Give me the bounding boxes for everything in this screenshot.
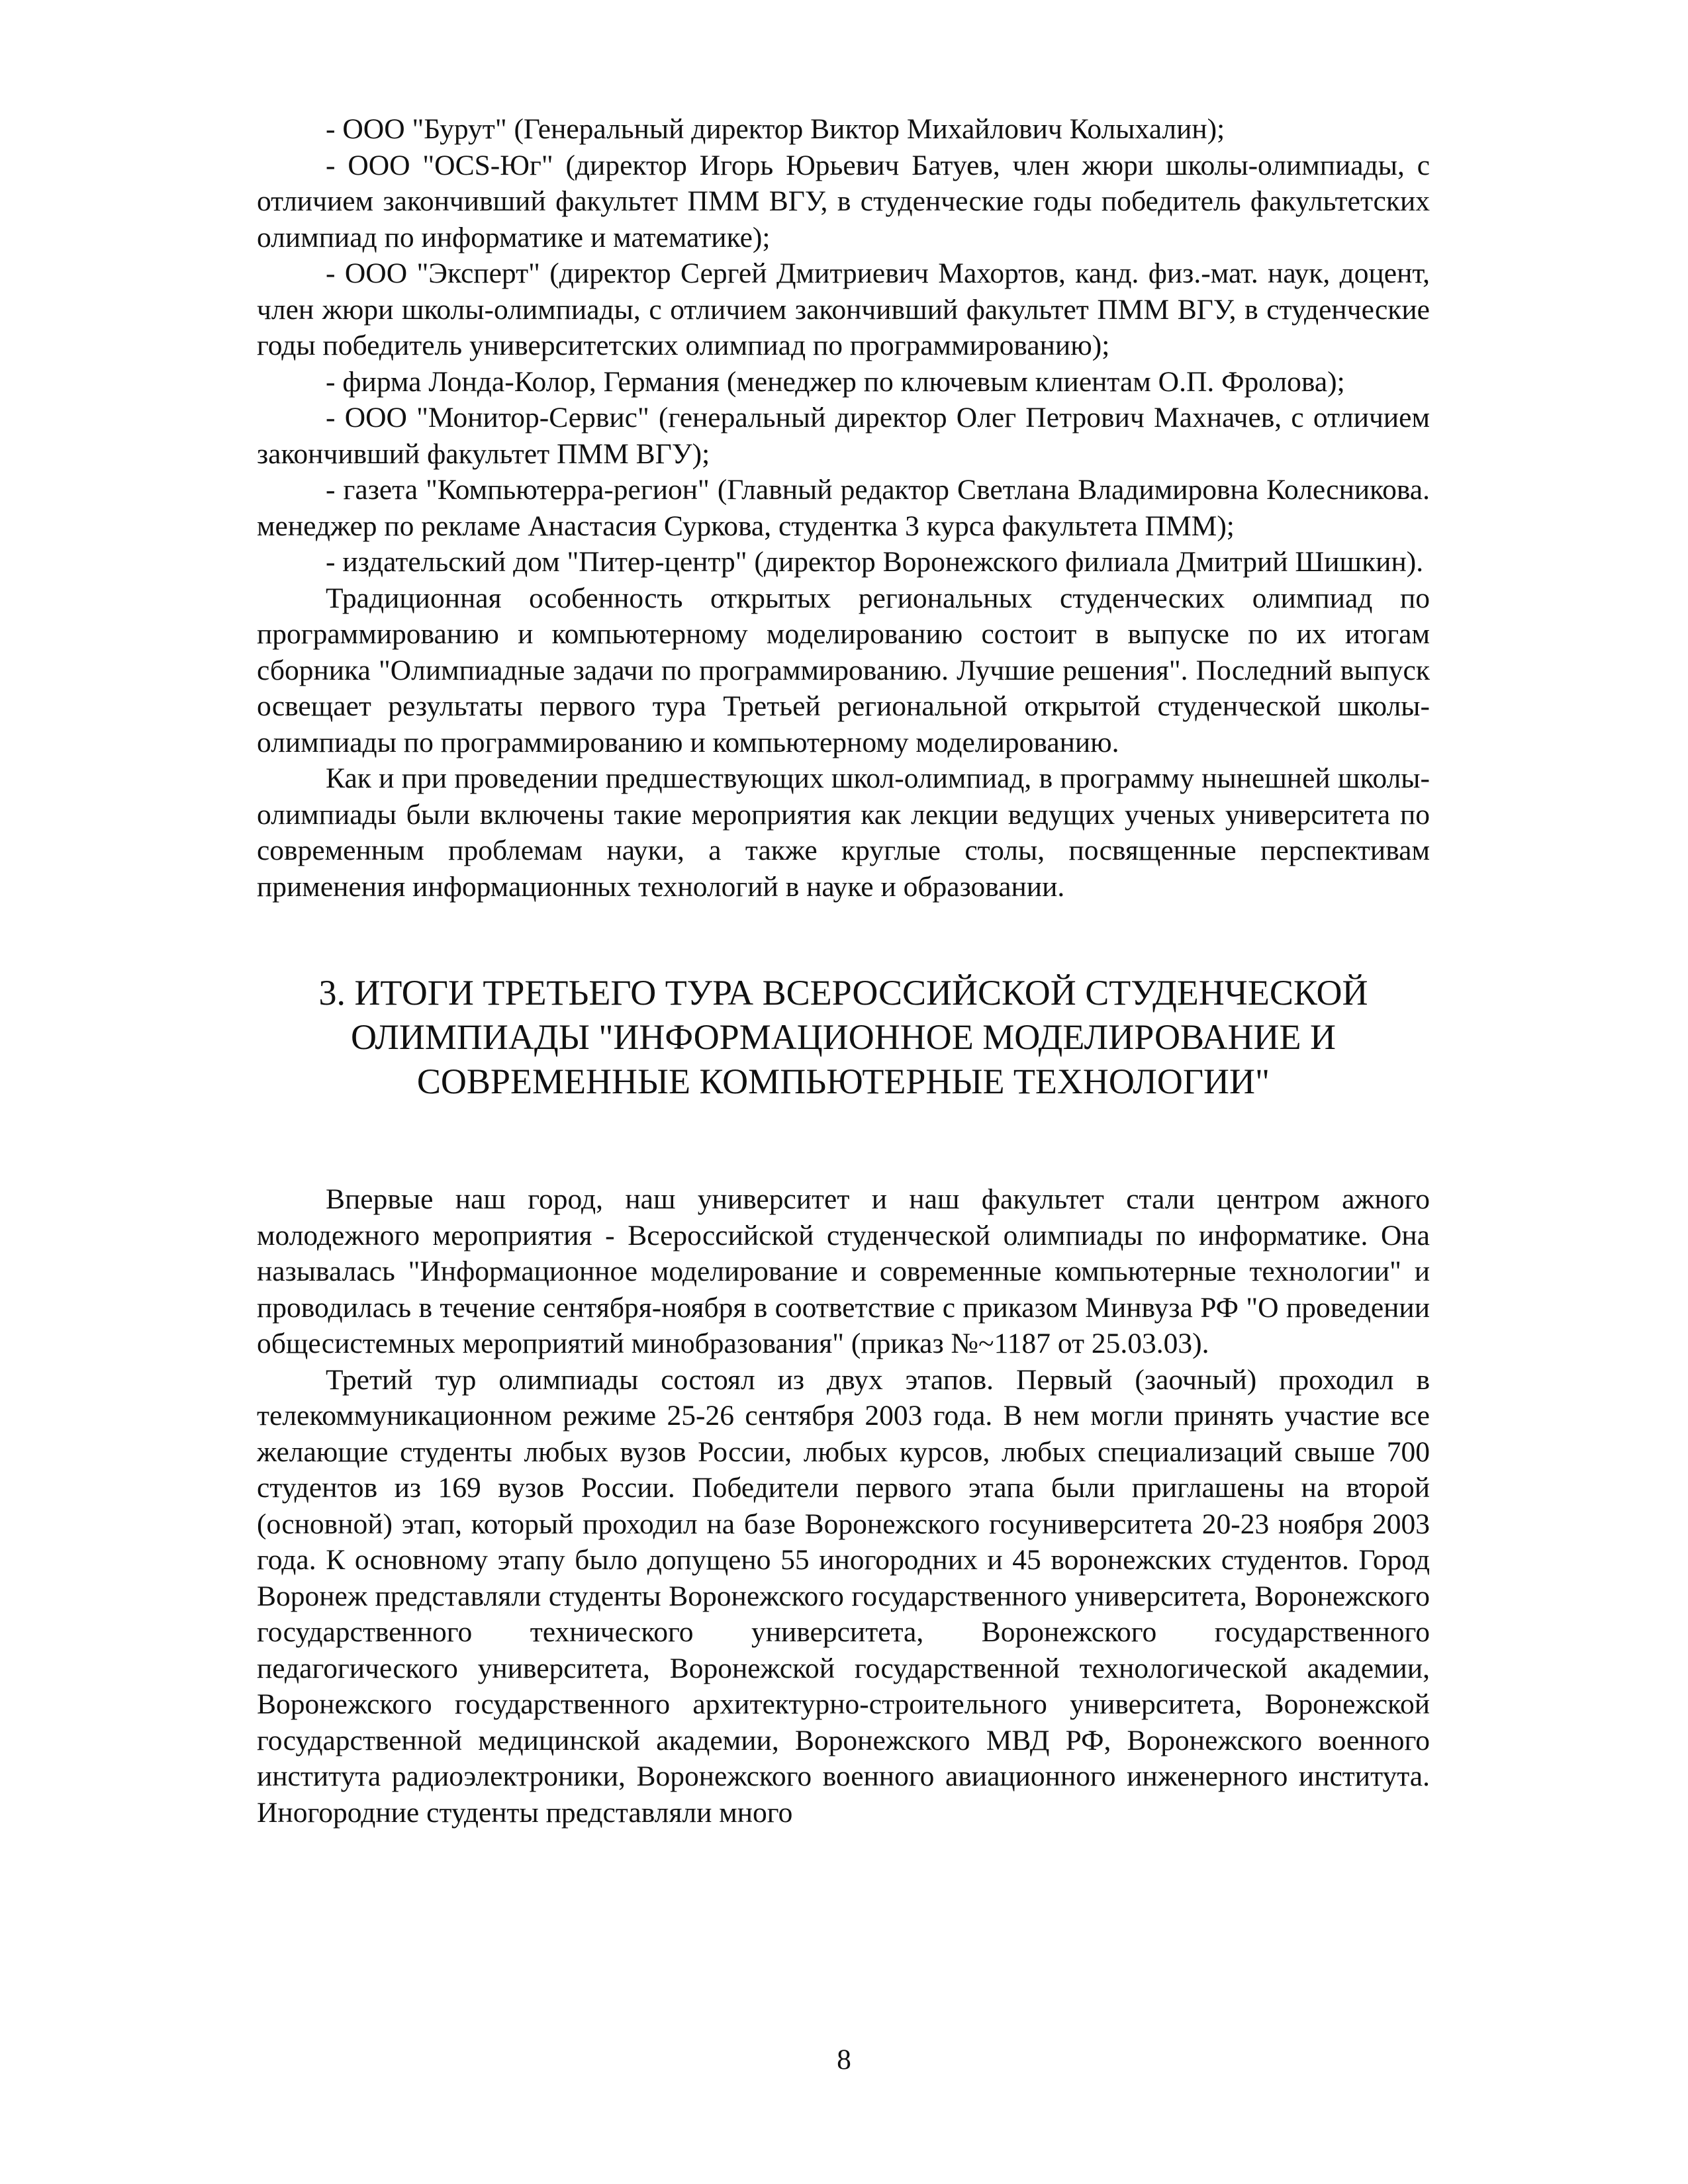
section-heading-line: СОВРЕМЕННЫЕ КОМПЬЮТЕРНЫЕ ТЕХНОЛОГИИ" xyxy=(416,1062,1270,1101)
sponsor-item: - ООО "Бурут" (Генеральный директор Виктор Михайлович Колыхалин); xyxy=(326,113,1225,145)
sponsor-item: - ООО "OCS-Юг" (директор Игорь Юрьевич Батуев, член жюри школы-олимпиады, с отличием закончивший факультет ПММ ВГУ, в студенческие годы победитель факультетских олимпиад по информатике и математике); xyxy=(257,149,1430,253)
sponsor-item: - фирма Лонда-Колор, Германия (менеджер по ключевым клиентам О.П. Фролова); xyxy=(326,365,1345,398)
section-heading xyxy=(257,971,1430,1104)
section-body xyxy=(257,1181,1430,1831)
intro-paragraph: Как и при проведении предшествующих школ-олимпиад, в программу нынешней школы-олимпиады были включены такие мероприятия как лекции ведущих ученых университета по современным проблемам науки, а также круглые столы, посвященные перспективам применения информационных технологий в науке и образовании. xyxy=(257,762,1430,903)
sponsor-item: - ООО "Эксперт" (директор Сергей Дмитриевич Махортов, канд. физ.-мат. наук, доцент, член жюри школы-олимпиады, с отличием закончивший факультет ПММ ВГУ, в студенческие годы победитель университетских олимпиад по программированию); xyxy=(257,257,1430,361)
sponsor-item: - газета "Компьютерра-регион" (Главный редактор Светлана Владимировна Колесникова. менеджер по рекламе Анастасия Суркова, студентка 3 курса факультета ПММ); xyxy=(257,474,1430,542)
sponsor-list xyxy=(257,111,1430,580)
document-page xyxy=(257,111,1430,1831)
intro-paragraph: Традиционная особенность открытых региональных студенческих олимпиад по программированию и компьютерному моделированию состоит в выпуске по их итогам сборника "Олимпиадные задачи по программированию. Лучшие решения". Последний выпуск освещает результаты первого тура Третьей региональной открытой студенческой школы-олимпиады по программированию и компьютерному моделированию. xyxy=(257,582,1430,758)
page-number: 8 xyxy=(837,2044,851,2075)
body-paragraph: Третий тур олимпиады состоял из двух этапов. Первый (заочный) проходил в телекоммуникационном режиме 25-26 сентября 2003 года. В нем могли принять участие все желающие студенты любых вузов России, любых курсов, любых специализаций свыше 700 студентов из 169 вузов России. Победители первого этапа были приглашены на второй (основной) этап, который проходил на базе Воронежского госуниверситета 20-23 ноября 2003 года. К основному этапу было допущено 55 иногородних и 45 воронежских студентов. Город Воронеж представляли студенты Воронежского государственного университета, Воронежского государственного технического университета, Воронежского государственного педагогического университета, Воронежской государственной технологической академии, Воронежского государственного архитектурно-строительного университета, Воронежской государственной медицинской академии, Воронежского МВД РФ, Воронежского военного института радиоэлектроники, Воронежского военного авиационного инженерного института. Иногородние студенты представляли много xyxy=(257,1363,1430,1829)
sponsor-item: - издательский дом "Питер-центр" (директор Воронежского филиала Дмитрий Шишкин). xyxy=(326,546,1424,578)
body-paragraph: Впервые наш город, наш университет и наш факультет стали центром ажного молодежного мероприятия - Всероссийской студенческой олимпиады по информатике. Она называлась "Информационное моделирование и современные компьютерные технологии" и проводилась в течение сентября-ноября в соответствие с приказом Минвуза РФ "О проведении общесистемных мероприятий минобразования" (приказ №~1187 от 25.03.03). xyxy=(257,1183,1430,1359)
section-heading-line: ОЛИМПИАДЫ "ИНФОРМАЦИОННОЕ МОДЕЛИРОВАНИЕ И xyxy=(350,1017,1336,1057)
sponsor-item: - ООО "Монитор-Сервис" (генеральный директор Олег Петрович Махначев, с отличием закончивший факультет ПММ ВГУ); xyxy=(257,402,1430,470)
section-heading-line: 3. ИТОГИ ТРЕТЬЕГО ТУРА ВСЕРОССИЙСКОЙ СТУДЕНЧЕСКОЙ xyxy=(318,973,1368,1013)
